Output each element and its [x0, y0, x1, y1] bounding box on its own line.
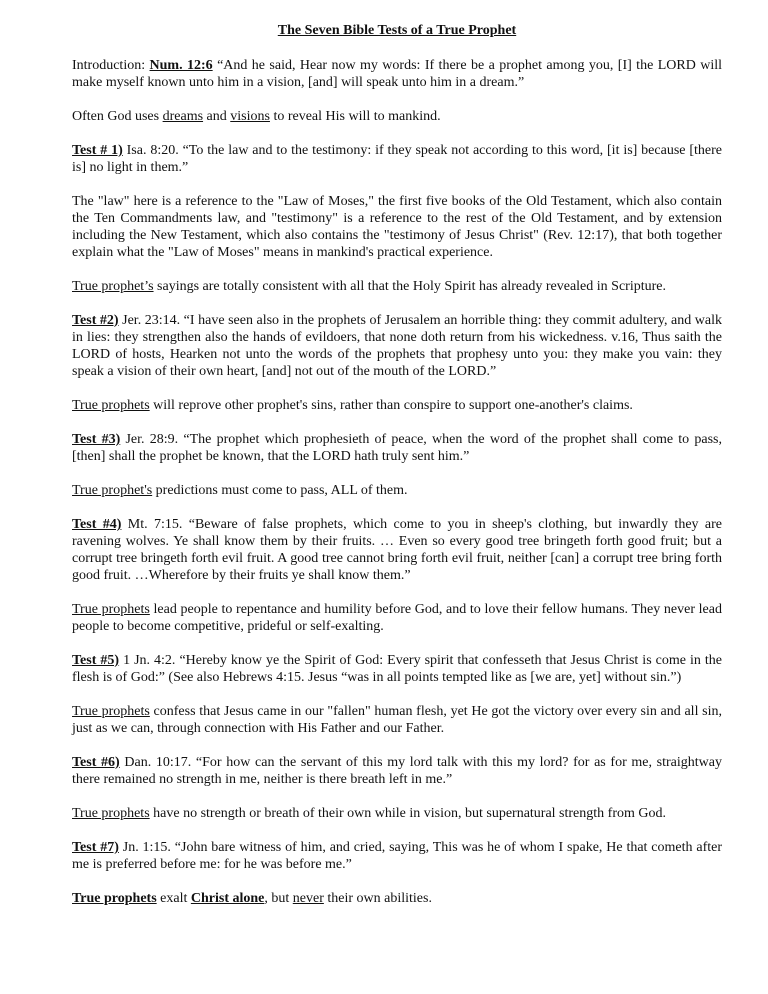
dreams-pre: Often God uses	[72, 109, 163, 124]
test-6-label: Test #6)	[72, 755, 120, 770]
test-4-text: Mt. 7:15. “Beware of false prophets, which come to you in sheep's clothing, but inwardly they are ravening wolves. Ye shall know them by their fruits. … Even so every good tree bringeth forth good fruit; but a corrupt tree bringeth forth evil fruit. A good tree cannot bring forth evil fruit, neither [can] a corrupt tree bring forth good fruit. …Wherefore by their fruits ye shall know them.”	[72, 517, 722, 583]
test-6-paragraph	[72, 754, 722, 788]
conclusion-text-1: exalt	[156, 891, 191, 906]
intro-reference: Num. 12:6	[149, 58, 213, 73]
intro-label: Introduction:	[72, 58, 150, 73]
test-5-summary-text: confess that Jesus came in our "fallen" human flesh, yet He got the victory over every sin and all sin, just as we can, through connection with His Father and our Father.	[72, 704, 722, 736]
test-2-paragraph	[72, 312, 722, 380]
test-7-text: Jn. 1:15. “John bare witness of him, and cried, saying, This was he of whom I spake, He that cometh after me is preferred before me: for he was before me.”	[72, 840, 722, 872]
dreams-post: to reveal His will to mankind.	[269, 109, 441, 124]
conclusion-paragraph	[72, 890, 722, 907]
dreams-mid: and	[203, 109, 231, 124]
test-2-label: Test #2)	[72, 313, 119, 328]
test-6-summary-text: have no strength or breath of their own while in vision, but supernatural strength from God.	[149, 806, 666, 821]
test-3-text: Jer. 28:9. “The prophet which prophesieth of peace, when the word of the prophet shall come to pass, [then] shall the prophet be known, that the LORD hath truly sent him.”	[72, 432, 722, 464]
test-3-summary	[72, 482, 722, 499]
conclusion-never: never	[292, 891, 324, 906]
test-6-summary	[72, 805, 722, 822]
test-2-summary	[72, 397, 722, 414]
test-7-paragraph	[72, 839, 722, 873]
true-prophet-label: True prophets	[72, 704, 150, 719]
test-4-summary	[72, 601, 722, 635]
intro-text: “And he said, Hear now my words: If there be a prophet among you, [I] the LORD will make myself known unto him in a vision, [and] will speak unto him in a dream.”	[72, 58, 722, 90]
true-prophet-label: True prophets	[72, 398, 150, 413]
document-title: The Seven Bible Tests of a True Prophet	[277, 23, 517, 38]
test-1-text: Isa. 8:20. “To the law and to the testimony: if they speak not according to this word, [it is] because [there is] no light in them.”	[72, 143, 722, 175]
visions-word: visions	[230, 109, 270, 124]
conclusion-text-3: their own abilities.	[323, 891, 432, 906]
conclusion-text-2: , but	[264, 891, 293, 906]
true-prophet-label: True prophet’s	[72, 279, 154, 294]
test-7-label: Test #7)	[72, 840, 119, 855]
test-5-summary	[72, 703, 722, 737]
dreams-word: dreams	[162, 109, 204, 124]
test-3-label: Test #3)	[72, 432, 121, 447]
conclusion-christ-alone: Christ alone	[190, 891, 265, 906]
test-2-summary-text: will reprove other prophet's sins, rather than conspire to support one-another's claims.	[149, 398, 633, 413]
conclusion-true-prophets: True prophets	[72, 891, 157, 906]
introduction-paragraph	[72, 57, 722, 91]
test-1-paragraph	[72, 142, 722, 176]
test-4-summary-text: lead people to repentance and humility before God, and to love their fellow humans. They never lead people to become competitive, prideful or self-exalting.	[72, 602, 722, 634]
test-5-paragraph	[72, 652, 722, 686]
test-1-explanation: The "law" here is a reference to the "Law of Moses," the first five books of the Old Testament, which also contain the Ten Commandments law, and "testimony" is a reference to the rest of the Old Testament, and by extension including the New Testament, which also contains the "testimony of Jesus Christ" (Rev. 12:17), that both together explain what the "Law of Moses" means in mankind's practical experience.	[72, 194, 722, 260]
true-prophet-label: True prophets	[72, 806, 150, 821]
test-1-label: Test # 1)	[72, 143, 123, 158]
test-2-text: Jer. 23:14. “I have seen also in the prophets of Jerusalem an horrible thing: they commit adultery, and walk in lies: they strengthen also the hands of evildoers, that none doth return from his wickedness. v.16, Thus saith the LORD of hosts, Hearken not unto the words of the prophets that prophesy unto you: they make you vain: they speak a vision of their own heart, [and] not out of the mouth of the LORD.”	[72, 313, 722, 379]
test-5-text: 1 Jn. 4:2. “Hereby know ye the Spirit of God: Every spirit that confesseth that Jesus Christ is come in the flesh is of God:” (See also Hebrews 4:15. Jesus “was in all points tempted like as [we are, yet] without sin.”)	[72, 653, 722, 685]
test-1-summary-text: sayings are totally consistent with all that the Holy Spirit has already revealed in Scripture.	[153, 279, 666, 294]
test-4-label: Test #4)	[72, 517, 122, 532]
test-6-text: Dan. 10:17. “For how can the servant of this my lord talk with this my lord? for as for me, straightway there remained no strength in me, neither is there breath left in me.”	[72, 755, 722, 787]
test-3-paragraph	[72, 431, 722, 465]
test-5-label: Test #5)	[72, 653, 120, 668]
test-4-paragraph	[72, 516, 722, 584]
test-3-summary-text: predictions must come to pass, ALL of them.	[152, 483, 408, 498]
test-1-summary	[72, 278, 722, 295]
true-prophet-label: True prophets	[72, 602, 150, 617]
dreams-paragraph	[72, 108, 722, 125]
true-prophet-label: True prophet's	[72, 483, 153, 498]
